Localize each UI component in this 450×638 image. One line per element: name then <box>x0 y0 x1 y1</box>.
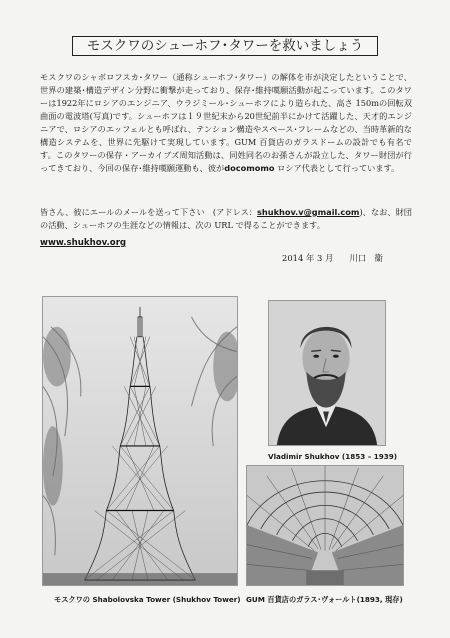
author-name: 川口 衞 <box>349 253 383 263</box>
paragraph-intro-text: モスクワのシャボロフスカ･タワー（通称シューホフ･タワー）の解体を市が決定したということで、世界の建築･構造デザイン分野に衝撃が走っており、保存･維持嘆願活動が起こっています。このタワーは1922年にロシアのエンジニア、ウラジミール･シューホフにより造られた、高さ 150mの回転双曲面の電波塔(写真)です。シューホフは１９世紀末から20世紀前半にかけて活躍した、天才的エンジニアで、ロシアのエッフェルとも呼ばれ、テンション構造やスペース･フレームなどの、当時革新的な構造システムを、世界に先駆けて実現しています。GUM 百貨店のガラスドームの設計でも有名です。このタワーの保存・アーカイブズ周知活動は、同姓同名のお孫さんが設立した、タワー財団が行ってきており、今回の保存･維持嘆願運動も、彼が <box>40 72 412 173</box>
website-link[interactable]: www.shukhov.org <box>40 238 127 248</box>
email-link[interactable]: shukhov.v@gmail.com <box>257 207 360 217</box>
gum-caption: GUM 百貨店のガラス･ヴォールト(1893, 現存) <box>246 595 403 604</box>
paragraph-intro <box>40 71 412 179</box>
tower-illustration <box>43 297 237 585</box>
paragraph-appeal-start: 皆さん、彼にエールのメールを送って下さい (アドレス： <box>40 207 258 217</box>
shukhov-portrait-photo <box>268 300 386 446</box>
date-text: 2014 年 3 月 <box>282 253 334 263</box>
portrait-illustration <box>269 301 385 445</box>
paragraph-appeal <box>40 206 412 236</box>
gum-vault-photo <box>246 465 404 586</box>
docomomo-text: docomomo <box>224 163 275 173</box>
paragraph-intro-end: ロシア代表として行っています。 <box>274 163 400 173</box>
signature-line <box>282 252 383 264</box>
portrait-caption: Vladimir Shukhov (1853 – 1939) <box>268 452 398 461</box>
paragraph-appeal-end: )、なお、財団の活動、シューホフの生涯などの情報は、次の URL で得ることができます。 <box>40 207 412 230</box>
page-title: モスクワのシューホフ･タワーを救いましょう <box>72 36 378 56</box>
shukhov-tower-photo <box>42 296 238 586</box>
tower-caption: モスクワの Shabolovska Tower (Shukhov Tower) <box>54 595 241 604</box>
gum-illustration <box>247 466 403 585</box>
